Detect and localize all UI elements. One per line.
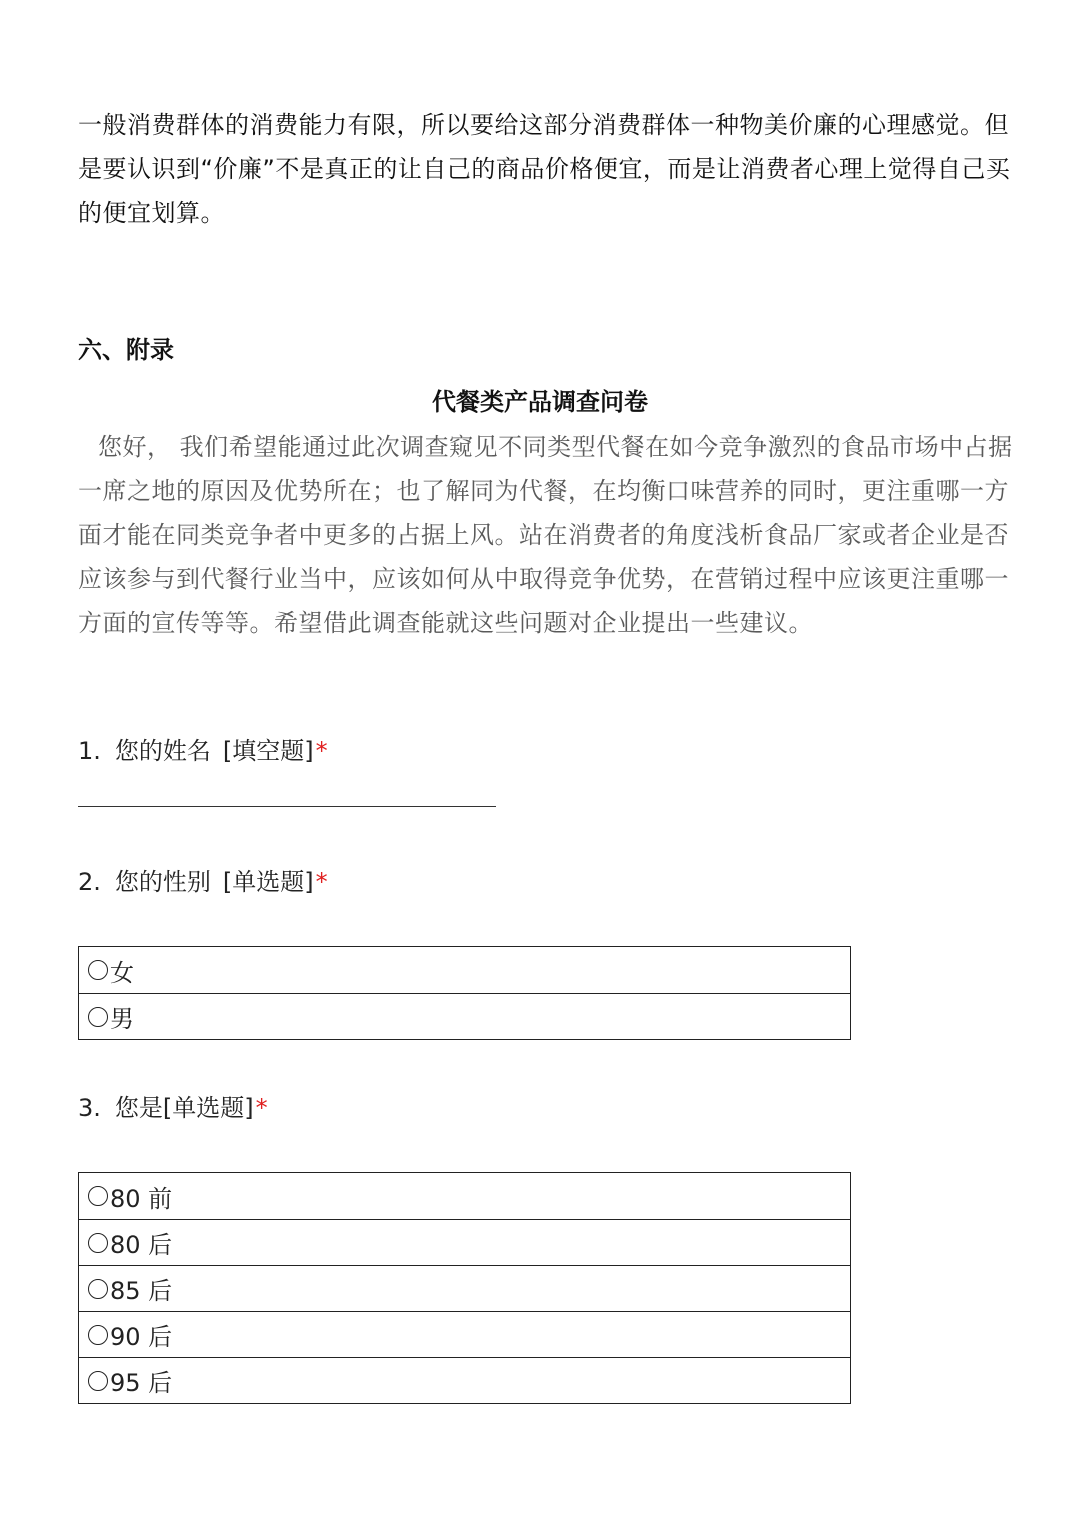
question-number: 3. <box>78 1094 101 1122</box>
radio-circle-icon[interactable] <box>88 1186 108 1206</box>
required-marker: * <box>315 737 328 765</box>
question-text: 您是 <box>114 1094 163 1122</box>
option-post-90[interactable] <box>79 1311 850 1357</box>
gender-options-table <box>78 946 851 1040</box>
option-label: 女 <box>110 958 134 987</box>
radio-circle-icon[interactable] <box>88 960 108 980</box>
option-male[interactable] <box>79 993 850 1039</box>
option-label: 95 后 <box>110 1369 173 1397</box>
option-post-80[interactable] <box>79 1219 850 1265</box>
radio-circle-icon[interactable] <box>88 1279 108 1299</box>
option-label: 80 前 <box>110 1184 173 1213</box>
name-answer-blank[interactable] <box>78 806 496 807</box>
radio-circle-icon[interactable] <box>88 1371 108 1391</box>
option-label: 85 后 <box>110 1277 173 1305</box>
required-marker: * <box>255 1094 268 1122</box>
question-name <box>78 733 328 769</box>
survey-title: 代餐类产品调查问卷 <box>432 388 648 416</box>
radio-circle-icon[interactable] <box>88 1233 108 1253</box>
age-group-options-table <box>78 1172 851 1404</box>
question-type: [单选题] <box>222 868 314 896</box>
option-pre-80[interactable] <box>79 1173 850 1219</box>
question-text: 您的性别 <box>114 868 211 896</box>
option-female[interactable] <box>79 947 850 993</box>
survey-intro-paragraph: 您好， 我们希望能通过此次调查窥见不同类型代餐在如今竞争激烈的食品市场中占据一席之地的原因及优势所在；也了解同为代餐，在均衡口味营养的同时，更注重哪一方面才能在同类竞争者中更多的占据上风。站在消费者的角度浅析食品厂家或者企业是否应该参与到代餐行业当中，应该如何从中取得竞争优势，在营销过程中应该更注重哪一方面的宣传等等。希望借此调查能就这些问题对企业提出一些建议。 <box>78 433 1013 637</box>
question-number: 1. <box>78 737 101 765</box>
radio-circle-icon[interactable] <box>88 1007 108 1027</box>
question-type: [单选题] <box>162 1094 254 1122</box>
option-post-95[interactable] <box>79 1357 850 1403</box>
question-text: 您的姓名 <box>114 737 211 765</box>
radio-circle-icon[interactable] <box>88 1325 108 1345</box>
option-post-85[interactable] <box>79 1265 850 1311</box>
question-type: [填空题] <box>222 737 314 765</box>
question-number: 2. <box>78 868 101 896</box>
option-label: 90 后 <box>110 1323 173 1351</box>
option-label: 80 后 <box>110 1231 173 1259</box>
required-marker: * <box>315 868 328 896</box>
question-age-group <box>78 1090 268 1126</box>
intro-paragraph: 一般消费群体的消费能力有限，所以要给这部分消费群体一种物美价廉的心理感觉。但是要认识到“价廉”不是真正的让自己的商品价格便宜，而是让消费者心理上觉得自己买的便宜划算。 <box>78 111 1011 227</box>
option-label: 男 <box>110 1005 134 1033</box>
question-gender <box>78 864 328 900</box>
section-heading: 六、附录 <box>78 336 174 364</box>
